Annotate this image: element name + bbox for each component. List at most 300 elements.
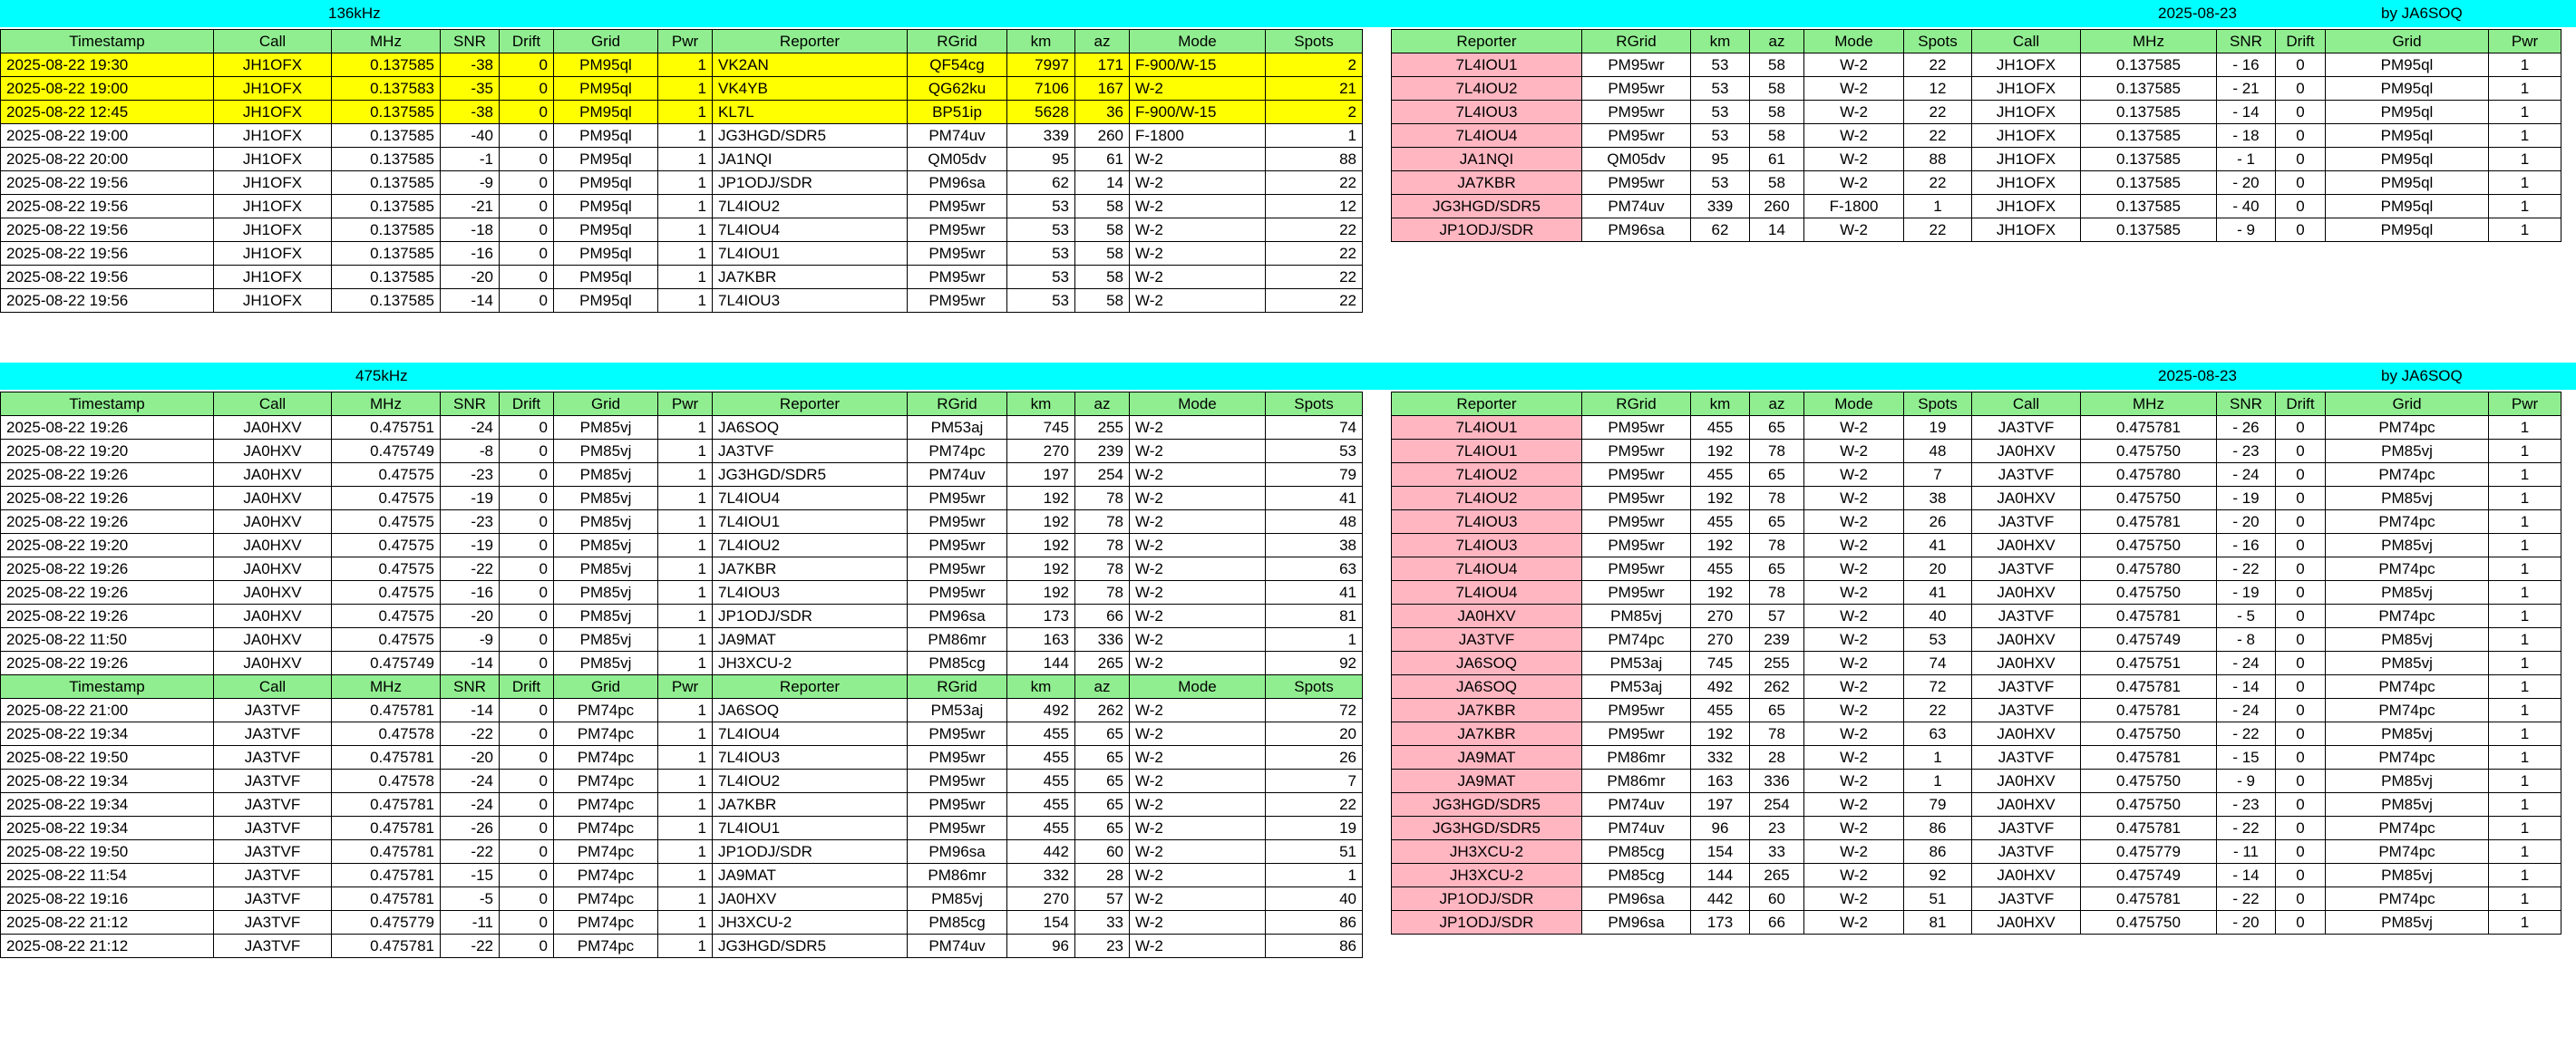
table-cell: W-2 bbox=[1130, 722, 1266, 746]
table-cell: 0 bbox=[500, 746, 554, 770]
table-cell: JA0HXV bbox=[1972, 534, 2081, 557]
column-header: km bbox=[1007, 675, 1075, 699]
table-cell: PM95wr bbox=[908, 266, 1007, 289]
table-cell: PM74pc bbox=[908, 440, 1007, 463]
table-cell: W-2 bbox=[1804, 628, 1904, 652]
table-cell: 7L4IOU4 bbox=[713, 218, 908, 242]
table-cell: 0.137585 bbox=[2081, 148, 2217, 171]
table-cell: W-2 bbox=[1130, 289, 1266, 313]
table-cell: - 15 bbox=[2217, 746, 2276, 770]
table-cell: 0 bbox=[500, 935, 554, 958]
table-cell: 58 bbox=[1750, 171, 1804, 195]
table-cell: 0 bbox=[500, 195, 554, 218]
table-cell: 0.475779 bbox=[2081, 840, 2217, 864]
table-cell: 0 bbox=[500, 887, 554, 911]
table-cell: W-2 bbox=[1804, 77, 1904, 101]
table-cell: 260 bbox=[1075, 124, 1130, 148]
table-row bbox=[1, 124, 1363, 148]
table-cell: PM95ql bbox=[554, 171, 658, 195]
table-row bbox=[1392, 628, 2561, 652]
table-cell: 0.137585 bbox=[2081, 53, 2217, 77]
table-cell: - 24 bbox=[2217, 463, 2276, 487]
table-cell: JA7KBR bbox=[1392, 699, 1582, 722]
table-cell: 1 bbox=[658, 487, 713, 510]
table-cell: PM86mr bbox=[908, 628, 1007, 652]
table-cell: 1 bbox=[658, 770, 713, 793]
table-cell: 0 bbox=[2276, 440, 2326, 463]
table-row bbox=[1392, 699, 2561, 722]
table-cell: PM95wr bbox=[908, 242, 1007, 266]
table-cell: W-2 bbox=[1130, 557, 1266, 581]
table-cell: 60 bbox=[1075, 840, 1130, 864]
table-cell: 1 bbox=[658, 817, 713, 840]
table-cell: 0 bbox=[2276, 463, 2326, 487]
table-cell: PM85vj bbox=[2326, 534, 2489, 557]
table-cell: 0 bbox=[500, 440, 554, 463]
table-row bbox=[1392, 416, 2561, 440]
table-cell: 53 bbox=[1691, 171, 1750, 195]
table-row bbox=[1392, 53, 2561, 77]
table-cell: PM85vj bbox=[554, 487, 658, 510]
table-cell: 20 bbox=[1904, 557, 1972, 581]
table-cell: 2025-08-22 19:26 bbox=[1, 652, 214, 675]
table-cell: 0.47578 bbox=[332, 722, 441, 746]
table-cell: PM85vj bbox=[2326, 440, 2489, 463]
table-cell: JA0HXV bbox=[1392, 605, 1582, 628]
table-cell: - 24 bbox=[2217, 652, 2276, 675]
table-cell: 0.137585 bbox=[2081, 101, 2217, 124]
table-cell: 1 bbox=[658, 171, 713, 195]
table-cell: JA3TVF bbox=[1972, 699, 2081, 722]
table-cell: JA3TVF bbox=[214, 911, 332, 935]
table-cell: 65 bbox=[1075, 793, 1130, 817]
table-cell: 455 bbox=[1691, 510, 1750, 534]
table-cell: 2025-08-22 19:26 bbox=[1, 463, 214, 487]
band-by: by JA6SOQ bbox=[2381, 5, 2463, 22]
table-cell: PM74pc bbox=[554, 746, 658, 770]
table-cell: 53 bbox=[1007, 289, 1075, 313]
table-cell: 0.475781 bbox=[2081, 746, 2217, 770]
table-cell: JA3TVF bbox=[214, 746, 332, 770]
table-cell: JA0HXV bbox=[214, 605, 332, 628]
table-cell: W-2 bbox=[1804, 793, 1904, 817]
table-cell: 0.47575 bbox=[332, 628, 441, 652]
table-cell: 0 bbox=[2276, 557, 2326, 581]
table-cell: 0.475750 bbox=[2081, 440, 2217, 463]
table-cell: 1 bbox=[658, 887, 713, 911]
table-cell: -8 bbox=[441, 440, 500, 463]
table-cell: 53 bbox=[1691, 53, 1750, 77]
table-cell: JH1OFX bbox=[214, 148, 332, 171]
table-cell: JP1ODJ/SDR bbox=[1392, 911, 1582, 935]
table-cell: PM85vj bbox=[2326, 864, 2489, 887]
table-cell: 0.475781 bbox=[2081, 510, 2217, 534]
table-cell: 0.475781 bbox=[2081, 675, 2217, 699]
table-cell: - 22 bbox=[2217, 557, 2276, 581]
table-cell: 0.137585 bbox=[332, 218, 441, 242]
table-cell: JA6SOQ bbox=[1392, 675, 1582, 699]
table-cell: PM95ql bbox=[2326, 171, 2489, 195]
table-row bbox=[1392, 171, 2561, 195]
table-cell: PM96sa bbox=[908, 171, 1007, 195]
table-cell: W-2 bbox=[1804, 864, 1904, 887]
table-cell: JA3TVF bbox=[1972, 557, 2081, 581]
column-header: SNR bbox=[441, 30, 500, 53]
table-cell: 26 bbox=[1266, 746, 1363, 770]
table-cell: JA3TVF bbox=[214, 793, 332, 817]
table-cell: JA0HXV bbox=[214, 557, 332, 581]
table-cell: PM85vj bbox=[908, 887, 1007, 911]
table-cell: 0.137585 bbox=[332, 195, 441, 218]
column-header: az bbox=[1075, 675, 1130, 699]
table-cell: 0 bbox=[2276, 652, 2326, 675]
table-cell: 65 bbox=[1750, 510, 1804, 534]
band-label: 475kHz bbox=[355, 367, 408, 384]
table-cell: 5628 bbox=[1007, 101, 1075, 124]
table-cell: 2025-08-22 19:56 bbox=[1, 171, 214, 195]
table-row bbox=[1, 53, 1363, 77]
table-cell: 1 bbox=[2489, 628, 2561, 652]
table-row bbox=[1, 581, 1363, 605]
table-cell: 0 bbox=[2276, 171, 2326, 195]
table-cell: PM95ql bbox=[554, 195, 658, 218]
table-cell: 0 bbox=[500, 218, 554, 242]
column-header: Spots bbox=[1266, 392, 1363, 416]
table-cell: 58 bbox=[1075, 195, 1130, 218]
table-cell: 192 bbox=[1007, 581, 1075, 605]
table-cell: 1 bbox=[1266, 864, 1363, 887]
table-cell: PM95ql bbox=[554, 266, 658, 289]
table-cell: 0 bbox=[2276, 675, 2326, 699]
header-row bbox=[1392, 392, 2561, 416]
table-cell: 0.475781 bbox=[2081, 416, 2217, 440]
table-cell: 197 bbox=[1007, 463, 1075, 487]
table-cell: 1 bbox=[658, 628, 713, 652]
table-cell: 0 bbox=[2276, 195, 2326, 218]
table-cell: JA7KBR bbox=[1392, 722, 1582, 746]
table-cell: 455 bbox=[1691, 463, 1750, 487]
table-cell: 19 bbox=[1266, 817, 1363, 840]
table-row bbox=[1392, 440, 2561, 463]
table-cell: 0.47575 bbox=[332, 510, 441, 534]
table-cell: PM96sa bbox=[1582, 887, 1691, 911]
table-cell: 442 bbox=[1007, 840, 1075, 864]
table-cell: 0 bbox=[2276, 887, 2326, 911]
table-cell: 22 bbox=[1266, 266, 1363, 289]
table-cell: 65 bbox=[1075, 770, 1130, 793]
column-header: MHz bbox=[2081, 30, 2217, 53]
column-header: Timestamp bbox=[1, 392, 214, 416]
table-cell: 78 bbox=[1075, 581, 1130, 605]
table-cell: 7L4IOU4 bbox=[1392, 581, 1582, 605]
table-cell: W-2 bbox=[1130, 266, 1266, 289]
table-cell: 7L4IOU2 bbox=[713, 534, 908, 557]
table-cell: 78 bbox=[1750, 581, 1804, 605]
column-header: Drift bbox=[500, 675, 554, 699]
table-cell: 1 bbox=[658, 722, 713, 746]
table-row bbox=[1392, 195, 2561, 218]
table-cell: JA0HXV bbox=[1972, 652, 2081, 675]
table-cell: 51 bbox=[1266, 840, 1363, 864]
column-header: MHz bbox=[332, 30, 441, 53]
table-cell: 2025-08-22 21:12 bbox=[1, 911, 214, 935]
table-cell: 1 bbox=[658, 195, 713, 218]
table-cell: 26 bbox=[1904, 510, 1972, 534]
column-header: Call bbox=[214, 30, 332, 53]
table-cell: PM74pc bbox=[554, 793, 658, 817]
column-header: Call bbox=[214, 675, 332, 699]
table-cell: 1 bbox=[2489, 510, 2561, 534]
table-cell: JA3TVF bbox=[1972, 605, 2081, 628]
table-cell: PM95wr bbox=[1582, 124, 1691, 148]
table-cell: 239 bbox=[1075, 440, 1130, 463]
table-row bbox=[1, 463, 1363, 487]
table-cell: 1 bbox=[1904, 746, 1972, 770]
table-cell: 492 bbox=[1691, 675, 1750, 699]
table-row bbox=[1, 510, 1363, 534]
table-cell: 0.47575 bbox=[332, 581, 441, 605]
table-cell: JA3TVF bbox=[1972, 675, 2081, 699]
table-cell: 7997 bbox=[1007, 53, 1075, 77]
table-cell: JH1OFX bbox=[214, 289, 332, 313]
table-cell: PM86mr bbox=[1582, 746, 1691, 770]
table-cell: 0 bbox=[500, 510, 554, 534]
table-cell: - 14 bbox=[2217, 101, 2276, 124]
table-cell: 2025-08-22 19:34 bbox=[1, 770, 214, 793]
column-header: km bbox=[1007, 392, 1075, 416]
table-cell: 455 bbox=[1691, 699, 1750, 722]
table-cell: PM95ql bbox=[554, 101, 658, 124]
table-cell: PM95wr bbox=[908, 289, 1007, 313]
table-cell: 1 bbox=[658, 463, 713, 487]
table-cell: - 11 bbox=[2217, 840, 2276, 864]
table-cell: PM95ql bbox=[554, 242, 658, 266]
table-cell: 455 bbox=[1007, 722, 1075, 746]
table-cell: 0.475781 bbox=[2081, 605, 2217, 628]
band-date: 2025-08-23 bbox=[2158, 5, 2237, 22]
table-cell: 22 bbox=[1266, 289, 1363, 313]
table-cell: JH1OFX bbox=[214, 242, 332, 266]
table-cell: JA0HXV bbox=[214, 652, 332, 675]
table-cell: JA0HXV bbox=[1972, 911, 2081, 935]
table-row bbox=[1392, 817, 2561, 840]
table-cell: W-2 bbox=[1130, 935, 1266, 958]
table-cell: W-2 bbox=[1130, 817, 1266, 840]
table-cell: 0 bbox=[500, 101, 554, 124]
table-cell: 260 bbox=[1750, 195, 1804, 218]
table-cell: PM95wr bbox=[1582, 53, 1691, 77]
table-cell: - 22 bbox=[2217, 722, 2276, 746]
table-cell: 1 bbox=[2489, 171, 2561, 195]
table-cell: QG62ku bbox=[908, 77, 1007, 101]
table-cell: 144 bbox=[1691, 864, 1750, 887]
table-cell: JA3TVF bbox=[1972, 746, 2081, 770]
table-cell: 22 bbox=[1904, 218, 1972, 242]
table-cell: 57 bbox=[1075, 887, 1130, 911]
table-cell: W-2 bbox=[1130, 242, 1266, 266]
table-cell: W-2 bbox=[1804, 652, 1904, 675]
table-cell: 1 bbox=[658, 242, 713, 266]
table-475khz-spots bbox=[0, 392, 1363, 958]
table-cell: W-2 bbox=[1130, 652, 1266, 675]
table-cell: W-2 bbox=[1804, 53, 1904, 77]
table-cell: 192 bbox=[1007, 510, 1075, 534]
table-cell: -19 bbox=[441, 487, 500, 510]
table-cell: - 26 bbox=[2217, 416, 2276, 440]
table-row bbox=[1, 770, 1363, 793]
table-cell: W-2 bbox=[1130, 510, 1266, 534]
table-cell: 53 bbox=[1691, 124, 1750, 148]
table-cell: JA7KBR bbox=[713, 266, 908, 289]
table-cell: 0 bbox=[500, 289, 554, 313]
table-cell: 144 bbox=[1007, 652, 1075, 675]
column-header: Spots bbox=[1904, 392, 1972, 416]
table-cell: 0 bbox=[500, 864, 554, 887]
table-cell: 167 bbox=[1075, 77, 1130, 101]
table-cell: 0.475781 bbox=[332, 935, 441, 958]
table-row bbox=[1, 534, 1363, 557]
table-cell: 1 bbox=[658, 510, 713, 534]
table-cell: JA3TVF bbox=[1392, 628, 1582, 652]
table-cell: 0.475781 bbox=[2081, 699, 2217, 722]
table-cell: 7L4IOU3 bbox=[713, 289, 908, 313]
table-cell: W-2 bbox=[1804, 218, 1904, 242]
table-cell: PM85vj bbox=[554, 628, 658, 652]
table-cell: 1 bbox=[2489, 770, 2561, 793]
table-cell: PM74pc bbox=[2326, 675, 2489, 699]
table-cell: 1 bbox=[658, 53, 713, 77]
table-cell: PM74pc bbox=[2326, 840, 2489, 864]
table-cell: 0 bbox=[2276, 770, 2326, 793]
table-cell: JA0HXV bbox=[1972, 581, 2081, 605]
table-cell: - 40 bbox=[2217, 195, 2276, 218]
table-row bbox=[1392, 124, 2561, 148]
table-cell: 0 bbox=[500, 416, 554, 440]
table-cell: PM95wr bbox=[1582, 487, 1691, 510]
table-cell: 2025-08-22 21:12 bbox=[1, 935, 214, 958]
table-cell: -5 bbox=[441, 887, 500, 911]
table-cell: 1 bbox=[2489, 218, 2561, 242]
table-cell: 96 bbox=[1007, 935, 1075, 958]
column-header: Pwr bbox=[658, 392, 713, 416]
table-row bbox=[1, 817, 1363, 840]
table-cell: JA3TVF bbox=[214, 699, 332, 722]
table-row bbox=[1, 605, 1363, 628]
table-cell: 7L4IOU1 bbox=[1392, 53, 1582, 77]
table-cell: 33 bbox=[1075, 911, 1130, 935]
table-cell: 0.137585 bbox=[2081, 171, 2217, 195]
table-cell: 53 bbox=[1691, 101, 1750, 124]
table-cell: - 1 bbox=[2217, 148, 2276, 171]
table-cell: JA9MAT bbox=[1392, 746, 1582, 770]
table-cell: 7L4IOU1 bbox=[1392, 440, 1582, 463]
table-cell: 0.47575 bbox=[332, 605, 441, 628]
table-cell: 0.137585 bbox=[332, 101, 441, 124]
table-cell: 0 bbox=[2276, 581, 2326, 605]
table-cell: JA0HXV bbox=[713, 887, 908, 911]
table-cell: 1 bbox=[658, 124, 713, 148]
table-cell: JH1OFX bbox=[1972, 77, 2081, 101]
table-cell: PM95wr bbox=[908, 510, 1007, 534]
table-cell: W-2 bbox=[1804, 534, 1904, 557]
table-cell: PM95wr bbox=[908, 746, 1007, 770]
table-cell: JH1OFX bbox=[1972, 53, 2081, 77]
table-row bbox=[1, 746, 1363, 770]
table-cell: 7L4IOU1 bbox=[1392, 416, 1582, 440]
table-cell: 0 bbox=[2276, 218, 2326, 242]
table-cell: 1 bbox=[658, 266, 713, 289]
table-cell: 1 bbox=[2489, 440, 2561, 463]
column-header: Grid bbox=[554, 675, 658, 699]
table-cell: 2025-08-22 19:56 bbox=[1, 218, 214, 242]
table-cell: - 19 bbox=[2217, 487, 2276, 510]
column-header: Mode bbox=[1130, 30, 1266, 53]
table-cell: PM53aj bbox=[908, 699, 1007, 722]
table-cell: W-2 bbox=[1130, 746, 1266, 770]
table-cell: 336 bbox=[1075, 628, 1130, 652]
table-cell: 78 bbox=[1075, 534, 1130, 557]
band-by: by JA6SOQ bbox=[2381, 367, 2463, 384]
table-row bbox=[1, 440, 1363, 463]
table-cell: - 14 bbox=[2217, 675, 2276, 699]
table-cell: 2025-08-22 19:26 bbox=[1, 416, 214, 440]
table-cell: 2025-08-22 19:26 bbox=[1, 510, 214, 534]
table-cell: 265 bbox=[1075, 652, 1130, 675]
table-cell: PM74pc bbox=[2326, 817, 2489, 840]
table-cell: JG3HGD/SDR5 bbox=[1392, 195, 1582, 218]
table-cell: 0.475781 bbox=[2081, 887, 2217, 911]
table-cell: 0.475751 bbox=[2081, 652, 2217, 675]
table-cell: 2025-08-22 12:45 bbox=[1, 101, 214, 124]
table-cell: 2025-08-22 21:00 bbox=[1, 699, 214, 722]
table-cell: PM85vj bbox=[554, 605, 658, 628]
table-cell: PM85vj bbox=[554, 534, 658, 557]
table-cell: PM85cg bbox=[908, 652, 1007, 675]
table-cell: 86 bbox=[1266, 935, 1363, 958]
table-cell: JH3XCU-2 bbox=[713, 652, 908, 675]
table-cell: 0.47575 bbox=[332, 534, 441, 557]
table-cell: PM74uv bbox=[908, 935, 1007, 958]
table-cell: 1 bbox=[1904, 770, 1972, 793]
table-cell: 255 bbox=[1750, 652, 1804, 675]
table-cell: 455 bbox=[1007, 770, 1075, 793]
table-cell: 0 bbox=[500, 53, 554, 77]
table-cell: 1 bbox=[658, 935, 713, 958]
table-cell: 88 bbox=[1904, 148, 1972, 171]
table-cell: JA3TVF bbox=[1972, 840, 2081, 864]
table-cell: 339 bbox=[1007, 124, 1075, 148]
table-cell: 22 bbox=[1904, 171, 1972, 195]
table-cell: PM95wr bbox=[1582, 699, 1691, 722]
table-cell: 0.475781 bbox=[332, 840, 441, 864]
table-cell: 22 bbox=[1266, 793, 1363, 817]
table-cell: 96 bbox=[1691, 817, 1750, 840]
table-cell: JH3XCU-2 bbox=[1392, 864, 1582, 887]
table-row bbox=[1392, 557, 2561, 581]
column-header: RGrid bbox=[908, 30, 1007, 53]
table-row bbox=[1392, 581, 2561, 605]
table-cell: W-2 bbox=[1804, 770, 1904, 793]
table-cell: JA6SOQ bbox=[713, 699, 908, 722]
table-row bbox=[1, 242, 1363, 266]
column-header: Drift bbox=[2276, 30, 2326, 53]
table-cell: 0 bbox=[500, 911, 554, 935]
table-row bbox=[1392, 746, 2561, 770]
header-row bbox=[1, 675, 1363, 699]
table-row bbox=[1392, 864, 2561, 887]
table-cell: JA7KBR bbox=[713, 557, 908, 581]
table-cell: 0.475750 bbox=[2081, 911, 2217, 935]
